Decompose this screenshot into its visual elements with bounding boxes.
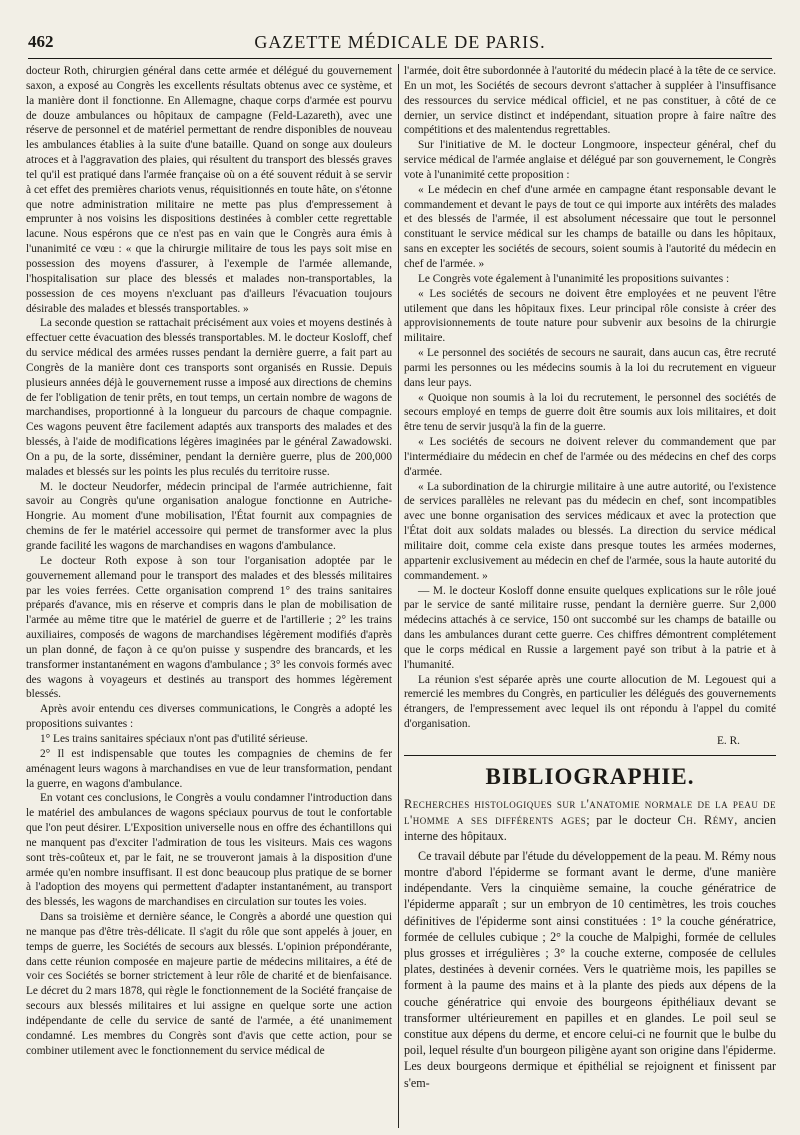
right-column: [404, 64, 776, 1128]
reference-title: Recherches histologiques sur l'anatomie normale de la peau de l'homme a ses différents ages: [404, 796, 776, 827]
left-paragraph-3: M. le docteur Neudorfer, médecin principal de l'armée autrichienne, fait savoir au Congrès qu'une organisation analogue fonctionne en Autriche-Hongrie. Au moment d'une mobilisation, l'État fournit aux compagnies de chemins de fer le matériel accessoire qui permet de transformer avec la plus grande facilité les wagons de marchandises en wagons d'ambulance.: [26, 480, 392, 552]
right-paragraph-10: — M. le docteur Kosloff donne ensuite quelques explications sur le rôle joué par le service de santé militaire russe, pendant la dernière guerre. Sur 2,000 médecins attachés à ce service, 150 ont succombé sur les champs de bataille ou dans les ambulances durant cette guerre. Ces chiffres démontrent complétement que le corps médical en Russie a largement payé son tribut à la patrie et à l'humanité.: [404, 584, 776, 671]
right-paragraph-11: La réunion s'est séparée après une courte allocution de M. Legouest qui a remercié les membres du Congrès, en particulier les délégués des gouvernements étrangers, de l'empressement avec lequel ils ont répondu à l'appel du comité d'organisation.: [404, 673, 776, 731]
page-header: [28, 28, 772, 59]
author-signature: E. R.: [716, 734, 740, 747]
bibliography-heading: BIBLIOGRAPHIE.: [485, 763, 695, 789]
left-paragraph-9: Dans sa troisième et dernière séance, le Congrès a abordé une question qui ne manque pas d'être très-délicate. Il s'agit du rôle que sont appelés à jouer, en temps de guerre, les Sociétés de secours aux blessés. L'opinion prépondérante, dans cette réunion composée en majeure partie de médecins militaires, a été de voir ces Sociétés se borner strictement à leur rôle de charité et de bienfaisance. Le décret du 2 mars 1878, qui règle le fonctionnement de la Société française de secours aux blessés militaires et lui assigne en quelque sorte une action indépendante de celle du service de santé de l'armée, a été unanimement condamné. Les membres du Congrès sont d'avis que cette action, pour se combiner utilement avec le fonctionnement du service médical de: [26, 911, 392, 1057]
page-number: 462: [28, 32, 54, 51]
right-paragraph-6: « Le personnel des sociétés de secours ne saurait, dans aucun cas, être recruté parmi les personnes ou les médecins soumis à la loi du recrutement en vigueur dans leur pays.: [404, 347, 776, 389]
bibliography-reference: [404, 796, 776, 844]
bibliography-paragraph-1: Ce travail débute par l'étude du développement de la peau. M. Rémy nous montre d'abord l'épiderme se formant avant le derme, d'une manière indépendante. Vers la cinquième semaine, la couche génératrice de l'épiderme apparaît ; sur un embryon de 10 centimètres, les trois couches définitives de l'épiderme sont ainsi constituées : 1° la couche génératrice, formée de cellules cubique ; 2° la couche de Malpighi, formée de cellules plus grosses et irrégulières ; 3° la couche externe, composée de cellules plates, destinées à devenir cornées. Vers le quatrième mois, les papilles se forment à la paume des mains et à la plante des pieds aux dépens de la couche génératrice qui envoie des bourgeons épithéliaux devant se transformer ultérieurement en papilles et en glandes. Le poil seul se constitue aux dépens du derme, et encore celui-ci ne fournit que le bulbe du poil, lequel résulte d'un bourgeon piligène ayant son origine dans l'épiderme. Les deux bourgeons dermique et épithélial se rejoignent et finissent par s'em-: [404, 848, 776, 1090]
right-paragraph-5: « Les sociétés de secours ne doivent être employées et ne peuvent l'être utilement que dans les hôpitaux fixes. Leur principal rôle consiste à créer des approvisionnements de toute nature pour subvenir aux besoins de la chirurgie militaire.: [404, 287, 776, 345]
reference-separator: ; par le docteur: [586, 812, 671, 827]
reference-author: Ch. Rémy: [677, 812, 735, 827]
left-paragraph-2: La seconde question se rattachait précisément aux voies et moyens destinés à effectuer cette évacuation des blessés transportables. M. le docteur Kosloff, chef du service médical des armées russes pendant la dernière guerre, a fait part au Congrès de la manière dont ces transports sont organisés en Russie. Depuis plusieurs années déjà le gouvernement russe a imposé aux directions de chemins de fer l'obligation de tenir prêts, en tout temps, un certain nombre de wagons de marchandises, proportionné à la longueur du parcours de chaque compagnie. Ces wagons peuvent être facilement adaptés aux transports des malades et des blessés, à l'aide de modifications légères imaginées par le général Zawadowski. On a pu, de la sorte, disséminer, pendant la dernière guerre, plus de 200,000 malades et blessés sur les points les plus reculés du territoire russe.: [26, 317, 392, 478]
left-paragraph-7: 2° Il est indispensable que toutes les compagnies de chemins de fer aménagent leurs wagons à marchandises en vue de leur transformation, pendant la guerre, en wagons d'ambulance.: [26, 747, 392, 790]
right-paragraph-1: l'armée, doit être subordonnée à l'autorité du médecin placé à la tête de ce service. En un mot, les Sociétés de secours devront s'attacher à suppléer à l'insuffisance des ressources du service médical officiel, et ne pas constituer, à côté de ce dernier, un service distinct et indépendant, situation propre à faire naître des compétitions et des malentendus regrettables.: [404, 65, 776, 137]
right-paragraph-7: « Quoique non soumis à la loi du recrutement, le personnel des sociétés de secours employé en temps de guerre doit être soumis aux lois militaires, et doit être tenu de servir jusqu'à la fin de la guerre.: [404, 391, 776, 434]
right-paragraph-9: « La subordination de la chirurgie militaire à une autre autorité, ou l'existence de services parallèles ne relevant pas du médecin en chef, sont incompatibles avec une bonne organisation des services médicaux et avec la protection que l'État doit aux soldats malades ou blessés. La direction du service médical militaire doit, comme cela existe dans presque toutes les armées modernes, appartenir exclusivement au médecin en chef de l'armée, sous la haute autorité du commandement. »: [404, 480, 776, 582]
section-separator: [404, 755, 776, 756]
left-paragraph-1: docteur Roth, chirurgien général dans cette armée et délégué du gouvernement saxon, a exposé au Congrès les excellents résultats obtenus avec ce système, et la manière dont il fonctionne. En Allemagne, chaque corps d'armée est pourvu de douze ambulances ou hôpitaux de campagne (Feld-Lazareth), avec une réserve de personnel et de matériel permettant de rendre disponibles de nouveau les ambulances établies à la suite d'une bataille. Quand on songe aux douleurs atroces et à l'aggravation des plaies, qui résultent du transport des blessés graves tel qu'il est pratiqué dans l'armée française où on a été souvent réduit à se servir à cet effet des premières chariots venus, réquisitionnés en toute hâte, on s'étonne que notre administration militaire ne mette pas plus d'empressement à emprunter à nos voisins les dispositions destinées à combler cette regrettable lacune. Nous espérons que ce n'est pas en vain que le Congrès aura émis à l'unanimité ce vœu : « que la chirurgie militaire de tous les pays soit mise en possession des moyens d'assurer, à l'exemple de l'armée allemande, l'hospitalisation sur place des blessés et malades non-transportables, la possession de ces moyens n'excluant pas d'ailleurs l'évacuation toujours désirable des malades et blessés transportables. »: [26, 65, 392, 315]
column-rule: [398, 64, 399, 1128]
left-paragraph-5: Après avoir entendu ces diverses communications, le Congrès a adopté les propositions suivantes :: [26, 703, 392, 731]
left-column: [26, 64, 392, 1128]
reference-suffix: , ancien interne des hôpitaux.: [404, 812, 776, 843]
right-paragraph-3: « Le médecin en chef d'une armée en campagne étant responsable devant le commandement et devant le pays de tout ce qui importe aux intérêts des malades et des blessés de l'armée, il est absolument nécessaire que tout le personnel constituant le service médical sur les champs de bataille ou dans les hôpitaux, sans en excepter les sociétés de secours, soient soumis à l'autorité du médecin en chef de l'armée. »: [404, 183, 776, 270]
journal-title: GAZETTE MÉDICALE DE PARIS.: [254, 32, 546, 52]
left-paragraph-4: Le docteur Roth expose à son tour l'organisation adoptée par le gouvernement allemand pour le transport des malades et des blessés militaires par les voies ferrées. Cette organisation comprend 1° des trains sanitaires préparés d'avance, mis en réserve et compris dans le plan de mobilisation de l'armée au même titre que le matériel de guerre et de l'artillerie ; 2° les trains auxiliaires, composés de wagons de marchandises légèrement modifiés d'après un plan donné, de façon à ce qu'on puisse y suspendre des brancards, et les transformer instantanément en wagons d'ambulance ; 3° les convois formés avec des wagons à voyageurs et destinés au transport des hommes légèrement blessés.: [26, 554, 392, 701]
left-paragraph-6: 1° Les trains sanitaires spéciaux n'ont pas d'utilité sérieuse.: [40, 732, 308, 745]
right-paragraph-2: Sur l'initiative de M. le docteur Longmoore, inspecteur général, chef du service médical de l'armée anglaise et délégué par son gouvernement, le Congrès vote à l'unanimité cette proposition :: [404, 139, 776, 181]
right-paragraph-8: « Les sociétés de secours ne doivent relever du commandement que par l'intermédiaire du médecin en chef de l'armée ou des médecins en chef des corps d'armée.: [404, 436, 776, 478]
left-paragraph-8: En votant ces conclusions, le Congrès a voulu condamner l'introduction dans le matériel des ambulances de wagons spéciaux pourvus de tout le confortable que l'on peut désirer. L'Exposition universelle nous en offre des échantillons qui ne manquent pas d'exciter l'admiration de tous les visiteurs. Mais ces wagons sont très-coûteux et, par le fait, ne se trouveront jamais à la disposition d'une armée qu'en nombre insuffisant. Il est donc beaucoup plus pratique de se borner à l'adoption des moyens qui permettent d'adapter instantanément, au transport des blessés, les wagons de marchandises en circulation sur toutes les voies.: [26, 792, 392, 909]
right-paragraph-4: Le Congrès vote également à l'unanimité les propositions suivantes :: [418, 272, 730, 285]
